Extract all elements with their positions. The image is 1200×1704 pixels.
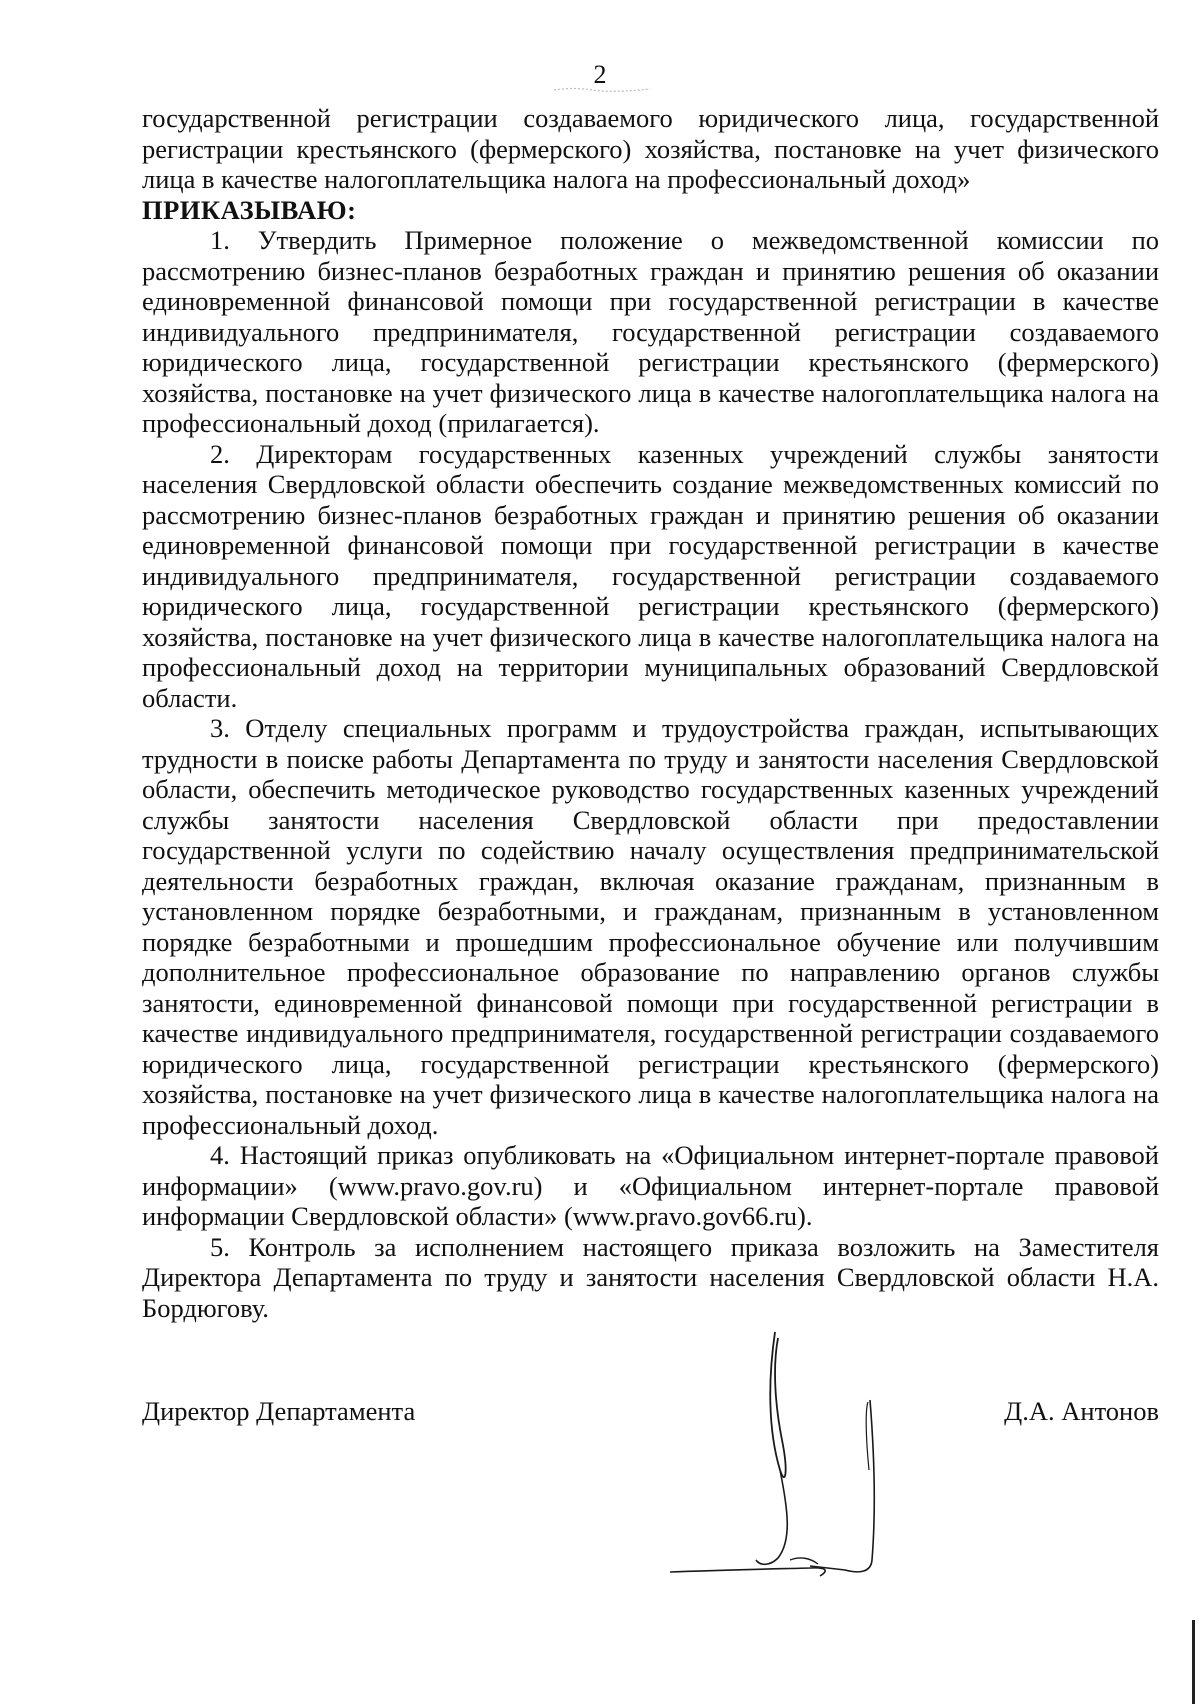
page-number: 2 — [593, 60, 607, 89]
order-item-1: 1. Утвердить Примерное положение о межведомственной комиссии по рассмотрению бизнес-планов безработных граждан и принятию решения об оказании единовременной финансовой помощи при государственной регистрации в качестве индивидуального предпринимателя, государственной регистрации создаваемого юридического лица, государственной регистрации крестьянского (фермерского) хозяйства, постановке на учет физического лица в качестве налогоплательщика налога на профессиональный доход (прилагается). — [142, 225, 1159, 438]
signatory-position: Директор Департамента — [142, 1396, 416, 1426]
order-item-2: 2. Директорам государственных казенных учреждений службы занятости населения Свердловской области обеспечить создание межведомственных комиссий по рассмотрению бизнес-планов безработных граждан и принятию решения об оказании единовременной финансовой помощи при государственной регистрации в качестве индивидуального предпринимателя, государственной регистрации создаваемого юридического лица, государственной регистрации крестьянского (фермерского) хозяйства, постановке на учет физического лица в качестве налогоплательщика налога на профессиональный доход на территории муниципальных образований Свердловской области. — [142, 438, 1159, 713]
scan-edge-mark — [1192, 1620, 1195, 1704]
order-item-4: 4. Настоящий приказ опубликовать на «Официальном интернет-портале правовой информации» (www.pravo.gov.ru) и «Официальном интернет-портале правовой информации Свердловской области» (www.pravo.gov66.ru). — [142, 1140, 1159, 1231]
document-body — [142, 103, 1159, 1323]
order-item-5: 5. Контроль за исполнением настоящего приказа возложить на Заместителя Директора Департамента по труду и занятости населения Свердловской области Н.А. Бордюгову. — [142, 1231, 1159, 1323]
scan-smudge — [552, 85, 652, 93]
intro-paragraph: государственной регистрации создаваемого юридического лица, государственной регистрации крестьянского (фермерского) хозяйства, постановке на учет физического лица в качестве налогоплательщика налога на профессиональный доход» — [142, 103, 1159, 194]
order-heading: ПРИКАЗЫВАЮ: — [142, 194, 357, 225]
signatory-name: Д.А. Антонов — [1004, 1396, 1159, 1426]
signature-block — [142, 1396, 1159, 1430]
handwritten-signature-icon — [660, 1320, 920, 1580]
order-item-3: 3. Отделу специальных программ и трудоустройства граждан, испытывающих трудности в поиске работы Департамента по труду и занятости населения Свердловской области, обеспечить методическое руководство государственных казенных учреждений службы занятости населения Свердловской области при предоставлении государственной услуги по содействию началу осуществления предпринимательской деятельности безработных граждан, включая оказание гражданам, признанным в установленном порядке безработными, и гражданам, признанным в установленном порядке безработными и прошедшим профессиональное обучение или получившим дополнительное профессиональное образование по направлению органов службы занятости, единовременной финансовой помощи при государственной регистрации в качестве индивидуального предпринимателя, государственной регистрации создаваемого юридического лица, государственной регистрации крестьянского (фермерского) хозяйства, постановке на учет физического лица в качестве налогоплательщика налога на профессиональный доход. — [142, 713, 1159, 1140]
